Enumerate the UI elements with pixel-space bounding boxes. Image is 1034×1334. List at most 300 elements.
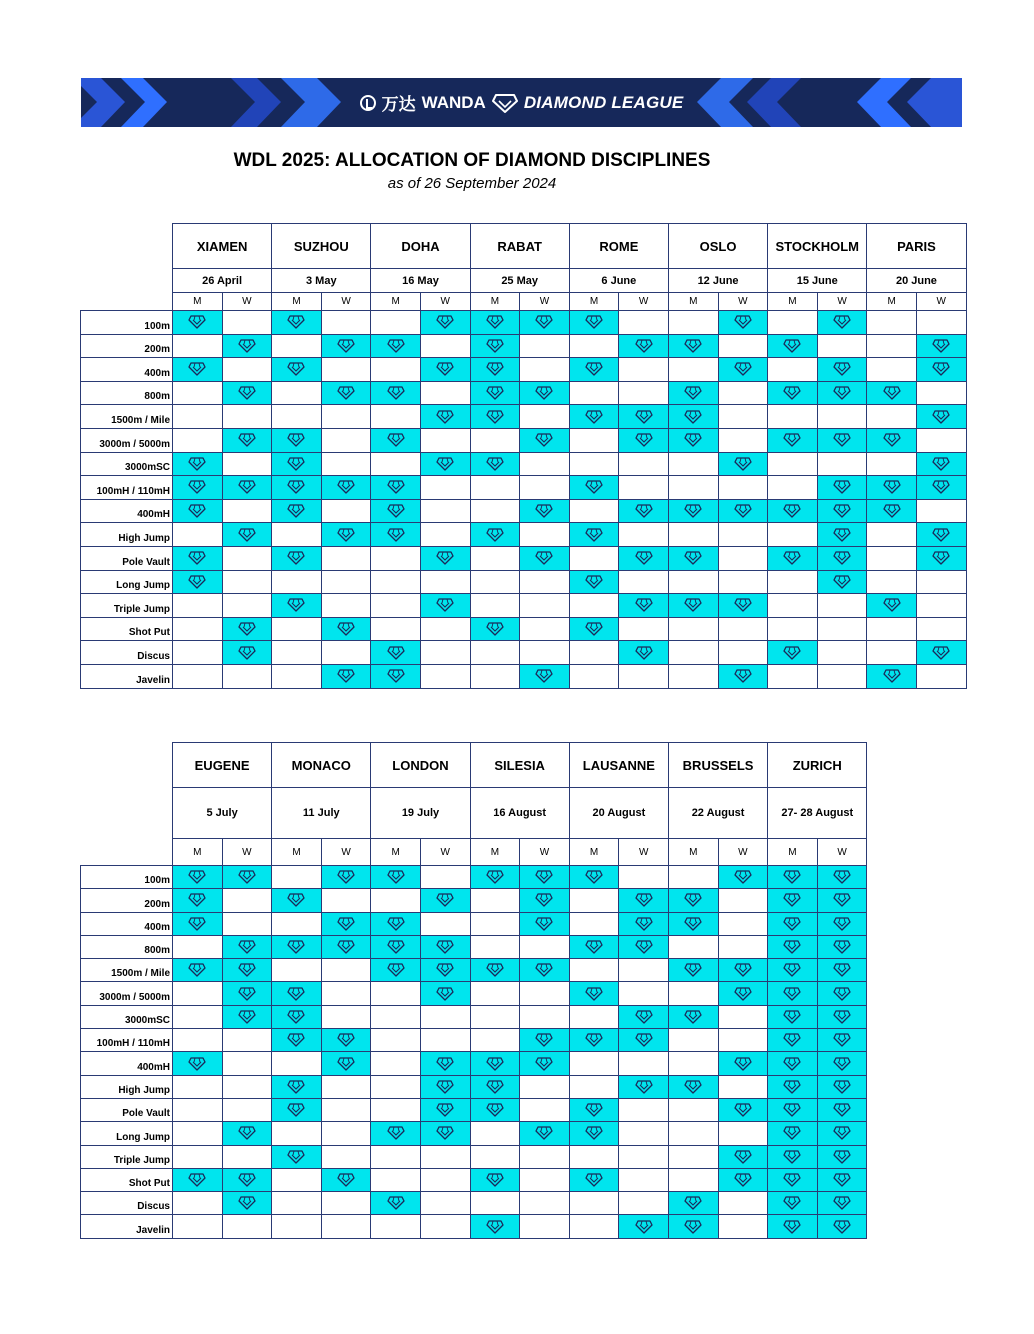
- diamond-icon: [719, 1103, 768, 1117]
- diamond-icon: [768, 339, 817, 353]
- meeting-date: 3 May: [272, 269, 371, 293]
- empty-cell: [668, 1122, 718, 1145]
- empty-cell: [916, 617, 966, 641]
- diamond-cell: [718, 1145, 768, 1168]
- diamond-icon: [818, 551, 867, 565]
- empty-cell: [768, 476, 818, 500]
- diamond-icon: [272, 987, 321, 1001]
- diamond-icon: [570, 1126, 619, 1140]
- diamond-cell: [867, 428, 917, 452]
- diamond-cell: [520, 499, 570, 523]
- diamond-icon: [570, 362, 619, 376]
- diamond-icon: [223, 339, 272, 353]
- empty-cell: [718, 523, 768, 547]
- empty-cell: [222, 452, 272, 476]
- diamond-icon: [223, 480, 272, 494]
- diamond-icon: [421, 963, 470, 977]
- discipline-row: [81, 935, 867, 958]
- discipline-row: [81, 334, 967, 358]
- empty-cell: [321, 889, 371, 912]
- diamond-cell: [817, 912, 867, 935]
- diamond-icon: [272, 1033, 321, 1047]
- diamond-cell: [817, 570, 867, 594]
- empty-cell: [569, 499, 619, 523]
- empty-cell: [768, 405, 818, 429]
- empty-cell: [420, 1005, 470, 1028]
- discipline-label: 400mH: [81, 1052, 173, 1075]
- empty-cell: [173, 594, 223, 618]
- empty-cell: [420, 1145, 470, 1168]
- diamond-cell: [768, 982, 818, 1005]
- diamond-icon: [570, 528, 619, 542]
- empty-cell: [768, 664, 818, 688]
- diamond-icon: [173, 504, 222, 518]
- diamond-icon: [818, 575, 867, 589]
- diamond-icon: [223, 1173, 272, 1187]
- diamond-cell: [668, 1075, 718, 1098]
- empty-cell: [222, 358, 272, 382]
- empty-cell: [371, 1215, 421, 1238]
- empty-cell: [420, 1215, 470, 1238]
- discipline-label: High Jump: [81, 1075, 173, 1098]
- diamond-icon: [867, 480, 916, 494]
- diamond-cell: [173, 311, 223, 335]
- diamond-icon: [520, 504, 569, 518]
- discipline-row: [81, 1075, 867, 1098]
- empty-cell: [520, 1005, 570, 1028]
- diamond-cell: [668, 334, 718, 358]
- empty-cell: [272, 866, 322, 889]
- meeting-date: 19 July: [371, 788, 470, 839]
- diamond-cell: [768, 866, 818, 889]
- empty-cell: [619, 1122, 669, 1145]
- empty-cell: [569, 1052, 619, 1075]
- diamond-cell: [569, 1122, 619, 1145]
- empty-cell: [520, 1075, 570, 1098]
- women-label: W: [817, 839, 867, 866]
- empty-cell: [520, 594, 570, 618]
- diamond-cell: [321, 664, 371, 688]
- diamond-cell: [817, 546, 867, 570]
- diamond-cell: [321, 617, 371, 641]
- diamond-cell: [619, 546, 669, 570]
- diamond-cell: [768, 381, 818, 405]
- diamond-icon: [669, 386, 718, 400]
- diamond-icon: [223, 433, 272, 447]
- allocation-table-2: [80, 742, 867, 1239]
- men-label: M: [173, 293, 223, 311]
- empty-cell: [222, 311, 272, 335]
- empty-cell: [272, 570, 322, 594]
- diamond-cell: [470, 523, 520, 547]
- empty-cell: [668, 523, 718, 547]
- diamond-icon: [272, 315, 321, 329]
- empty-cell: [371, 1052, 421, 1075]
- diamond-cell: [420, 358, 470, 382]
- wanda-ring-icon: [360, 95, 376, 111]
- diamond-cell: [173, 358, 223, 382]
- empty-cell: [768, 594, 818, 618]
- empty-cell: [272, 405, 322, 429]
- diamond-icon: [570, 940, 619, 954]
- diamond-cell: [470, 1098, 520, 1121]
- empty-cell: [420, 381, 470, 405]
- empty-cell: [371, 311, 421, 335]
- diamond-icon: [619, 339, 668, 353]
- diamond-cell: [222, 935, 272, 958]
- diamond-icon: [818, 1103, 867, 1117]
- diamond-icon: [818, 1196, 867, 1210]
- discipline-row: [81, 866, 867, 889]
- diamond-cell: [817, 982, 867, 1005]
- diamond-cell: [321, 866, 371, 889]
- diamond-cell: [371, 935, 421, 958]
- diamond-cell: [768, 428, 818, 452]
- empty-cell: [569, 428, 619, 452]
- diamond-cell: [619, 912, 669, 935]
- diamond-icon: [371, 917, 420, 931]
- diamond-icon: [371, 528, 420, 542]
- diamond-icon: [371, 339, 420, 353]
- diamond-icon: [173, 917, 222, 931]
- empty-cell: [272, 1052, 322, 1075]
- diamond-icon: [669, 1196, 718, 1210]
- empty-cell: [520, 334, 570, 358]
- empty-cell: [817, 452, 867, 476]
- diamond-cell: [272, 935, 322, 958]
- empty-cell: [173, 664, 223, 688]
- empty-cell: [371, 358, 421, 382]
- diamond-cell: [173, 1052, 223, 1075]
- diamond-cell: [916, 358, 966, 382]
- empty-cell: [718, 1029, 768, 1052]
- diamond-icon: [570, 1033, 619, 1047]
- empty-cell: [470, 1029, 520, 1052]
- meeting-city: OSLO: [668, 224, 767, 269]
- empty-cell: [470, 912, 520, 935]
- diamond-cell: [718, 499, 768, 523]
- empty-cell: [916, 664, 966, 688]
- meeting-city: ROME: [569, 224, 668, 269]
- empty-cell: [520, 1192, 570, 1215]
- diamond-cell: [173, 499, 223, 523]
- diamond-cell: [272, 594, 322, 618]
- gender-row: [81, 293, 967, 311]
- meeting-date: 22 August: [668, 788, 767, 839]
- empty-cell: [718, 617, 768, 641]
- empty-cell: [222, 1075, 272, 1098]
- diamond-cell: [371, 959, 421, 982]
- diamond-logo-icon: [492, 93, 518, 113]
- diamond-cell: [817, 381, 867, 405]
- diamond-icon: [917, 480, 966, 494]
- diamond-cell: [321, 1029, 371, 1052]
- diamond-icon: [173, 457, 222, 471]
- diamond-cell: [569, 1168, 619, 1191]
- diamond-cell: [173, 570, 223, 594]
- diamond-icon: [223, 386, 272, 400]
- diamond-icon: [768, 386, 817, 400]
- women-label: W: [420, 839, 470, 866]
- diamond-cell: [718, 866, 768, 889]
- diamond-icon: [719, 987, 768, 1001]
- women-label: W: [321, 839, 371, 866]
- diamond-icon: [371, 386, 420, 400]
- discipline-row: [81, 1005, 867, 1028]
- empty-cell: [718, 935, 768, 958]
- empty-cell: [420, 1168, 470, 1191]
- diamond-cell: [520, 1122, 570, 1145]
- diamond-cell: [420, 935, 470, 958]
- empty-cell: [916, 428, 966, 452]
- empty-cell: [916, 594, 966, 618]
- empty-cell: [321, 1215, 371, 1238]
- diamond-cell: [272, 1098, 322, 1121]
- meeting-city: LAUSANNE: [569, 743, 668, 788]
- diamond-icon: [719, 1150, 768, 1164]
- empty-cell: [321, 1145, 371, 1168]
- discipline-row: [81, 1122, 867, 1145]
- diamond-cell: [569, 617, 619, 641]
- diamond-cell: [470, 334, 520, 358]
- diamond-cell: [668, 381, 718, 405]
- empty-cell: [470, 664, 520, 688]
- empty-cell: [173, 1005, 223, 1028]
- diamond-icon: [768, 646, 817, 660]
- diamond-icon: [719, 669, 768, 683]
- empty-cell: [817, 617, 867, 641]
- diamond-cell: [817, 358, 867, 382]
- empty-cell: [420, 641, 470, 665]
- diamond-icon: [322, 1033, 371, 1047]
- diamond-icon: [669, 1080, 718, 1094]
- diamond-icon: [471, 362, 520, 376]
- diamond-icon: [322, 669, 371, 683]
- diamond-cell: [371, 334, 421, 358]
- diamond-cell: [817, 959, 867, 982]
- diamond-icon: [619, 940, 668, 954]
- meeting-city: MONACO: [272, 743, 371, 788]
- diamond-cell: [470, 381, 520, 405]
- discipline-row: [81, 959, 867, 982]
- diamond-icon: [272, 1010, 321, 1024]
- diamond-icon: [917, 362, 966, 376]
- diamond-icon: [272, 480, 321, 494]
- diamond-cell: [321, 334, 371, 358]
- empty-cell: [718, 405, 768, 429]
- diamond-icon: [520, 1126, 569, 1140]
- diamond-cell: [916, 546, 966, 570]
- empty-cell: [668, 476, 718, 500]
- women-label: W: [619, 293, 669, 311]
- discipline-label: Triple Jump: [81, 1145, 173, 1168]
- diamond-cell: [817, 1168, 867, 1191]
- diamond-icon: [223, 1010, 272, 1024]
- diamond-cell: [916, 523, 966, 547]
- empty-cell: [520, 935, 570, 958]
- diamond-cell: [668, 428, 718, 452]
- empty-cell: [321, 1005, 371, 1028]
- discipline-label: 100m: [81, 311, 173, 335]
- empty-cell: [222, 594, 272, 618]
- discipline-row: [81, 476, 967, 500]
- empty-cell: [420, 428, 470, 452]
- diamond-cell: [916, 452, 966, 476]
- diamond-icon: [471, 457, 520, 471]
- diamond-cell: [817, 476, 867, 500]
- diamond-icon: [272, 504, 321, 518]
- discipline-label: 3000m / 5000m: [81, 428, 173, 452]
- meeting-city: SUZHOU: [272, 224, 371, 269]
- diamond-cell: [668, 594, 718, 618]
- empty-cell: [619, 452, 669, 476]
- empty-cell: [222, 889, 272, 912]
- diamond-icon: [768, 1173, 817, 1187]
- empty-cell: [420, 664, 470, 688]
- meeting-date: 20 August: [569, 788, 668, 839]
- empty-cell: [916, 381, 966, 405]
- diamond-icon: [619, 551, 668, 565]
- diamond-cell: [222, 1168, 272, 1191]
- empty-cell: [321, 570, 371, 594]
- diamond-cell: [173, 476, 223, 500]
- empty-cell: [520, 617, 570, 641]
- empty-cell: [321, 358, 371, 382]
- empty-cell: [173, 641, 223, 665]
- discipline-label: High Jump: [81, 523, 173, 547]
- empty-cell: [668, 982, 718, 1005]
- empty-cell: [470, 499, 520, 523]
- diamond-icon: [669, 1220, 718, 1234]
- diamond-icon: [719, 504, 768, 518]
- diamond-icon: [818, 1057, 867, 1071]
- diamond-icon: [619, 433, 668, 447]
- diamond-cell: [470, 1052, 520, 1075]
- empty-cell: [718, 1005, 768, 1028]
- discipline-row: [81, 664, 967, 688]
- discipline-label: 200m: [81, 334, 173, 358]
- diamond-cell: [668, 889, 718, 912]
- city-row: [81, 224, 967, 269]
- empty-cell: [569, 664, 619, 688]
- empty-cell: [272, 1192, 322, 1215]
- diamond-cell: [817, 1052, 867, 1075]
- diamond-icon: [272, 433, 321, 447]
- diamond-cell: [768, 334, 818, 358]
- diamond-cell: [420, 546, 470, 570]
- empty-cell: [173, 1215, 223, 1238]
- discipline-row: [81, 889, 867, 912]
- diamond-icon: [917, 410, 966, 424]
- empty-cell: [321, 405, 371, 429]
- diamond-icon: [471, 622, 520, 636]
- meeting-date: 5 July: [173, 788, 272, 839]
- diamond-cell: [371, 1122, 421, 1145]
- empty-cell: [718, 912, 768, 935]
- diamond-icon: [223, 870, 272, 884]
- diamond-cell: [272, 1005, 322, 1028]
- discipline-label: 400m: [81, 912, 173, 935]
- empty-cell: [569, 959, 619, 982]
- empty-cell: [718, 1192, 768, 1215]
- header-banner: [81, 78, 962, 127]
- diamond-cell: [520, 1052, 570, 1075]
- diamond-cell: [569, 935, 619, 958]
- diamond-cell: [470, 959, 520, 982]
- discipline-label: Triple Jump: [81, 594, 173, 618]
- discipline-row: [81, 1168, 867, 1191]
- empty-cell: [470, 982, 520, 1005]
- discipline-label: 1500m / Mile: [81, 405, 173, 429]
- empty-cell: [222, 912, 272, 935]
- men-label: M: [569, 293, 619, 311]
- meeting-city: RABAT: [470, 224, 569, 269]
- men-label: M: [371, 839, 421, 866]
- empty-cell: [272, 617, 322, 641]
- diamond-icon: [917, 551, 966, 565]
- diamond-icon: [173, 963, 222, 977]
- diamond-icon: [272, 1150, 321, 1164]
- diamond-icon: [520, 1057, 569, 1071]
- diamond-icon: [818, 433, 867, 447]
- diamond-icon: [669, 339, 718, 353]
- diamond-cell: [867, 381, 917, 405]
- diamond-icon: [471, 1220, 520, 1234]
- diamond-icon: [570, 870, 619, 884]
- empty-cell: [470, 1192, 520, 1215]
- diamond-icon: [223, 646, 272, 660]
- diamond-icon: [669, 598, 718, 612]
- logo-league: DIAMOND LEAGUE: [523, 92, 684, 112]
- men-label: M: [768, 839, 818, 866]
- diamond-cell: [272, 1029, 322, 1052]
- empty-cell: [569, 334, 619, 358]
- empty-cell: [272, 1122, 322, 1145]
- empty-cell: [619, 358, 669, 382]
- diamond-cell: [272, 476, 322, 500]
- empty-cell: [420, 866, 470, 889]
- discipline-label: 200m: [81, 889, 173, 912]
- empty-cell: [569, 1075, 619, 1098]
- diamond-cell: [371, 866, 421, 889]
- diamond-icon: [322, 528, 371, 542]
- diamond-cell: [916, 476, 966, 500]
- empty-cell: [619, 1098, 669, 1121]
- diamond-cell: [718, 1098, 768, 1121]
- discipline-label: 3000m / 5000m: [81, 982, 173, 1005]
- empty-cell: [619, 664, 669, 688]
- diamond-icon: [223, 987, 272, 1001]
- diamond-cell: [718, 358, 768, 382]
- diamond-icon: [421, 410, 470, 424]
- empty-cell: [718, 570, 768, 594]
- empty-cell: [718, 641, 768, 665]
- diamond-icon: [818, 1080, 867, 1094]
- empty-cell: [470, 889, 520, 912]
- diamond-cell: [272, 311, 322, 335]
- diamond-icon: [719, 963, 768, 977]
- diamond-cell: [470, 311, 520, 335]
- diamond-icon: [421, 987, 470, 1001]
- diamond-cell: [569, 523, 619, 547]
- women-label: W: [916, 293, 966, 311]
- men-label: M: [768, 293, 818, 311]
- empty-cell: [718, 428, 768, 452]
- discipline-row: [81, 1029, 867, 1052]
- diamond-cell: [272, 358, 322, 382]
- diamond-icon: [669, 893, 718, 907]
- diamond-cell: [321, 523, 371, 547]
